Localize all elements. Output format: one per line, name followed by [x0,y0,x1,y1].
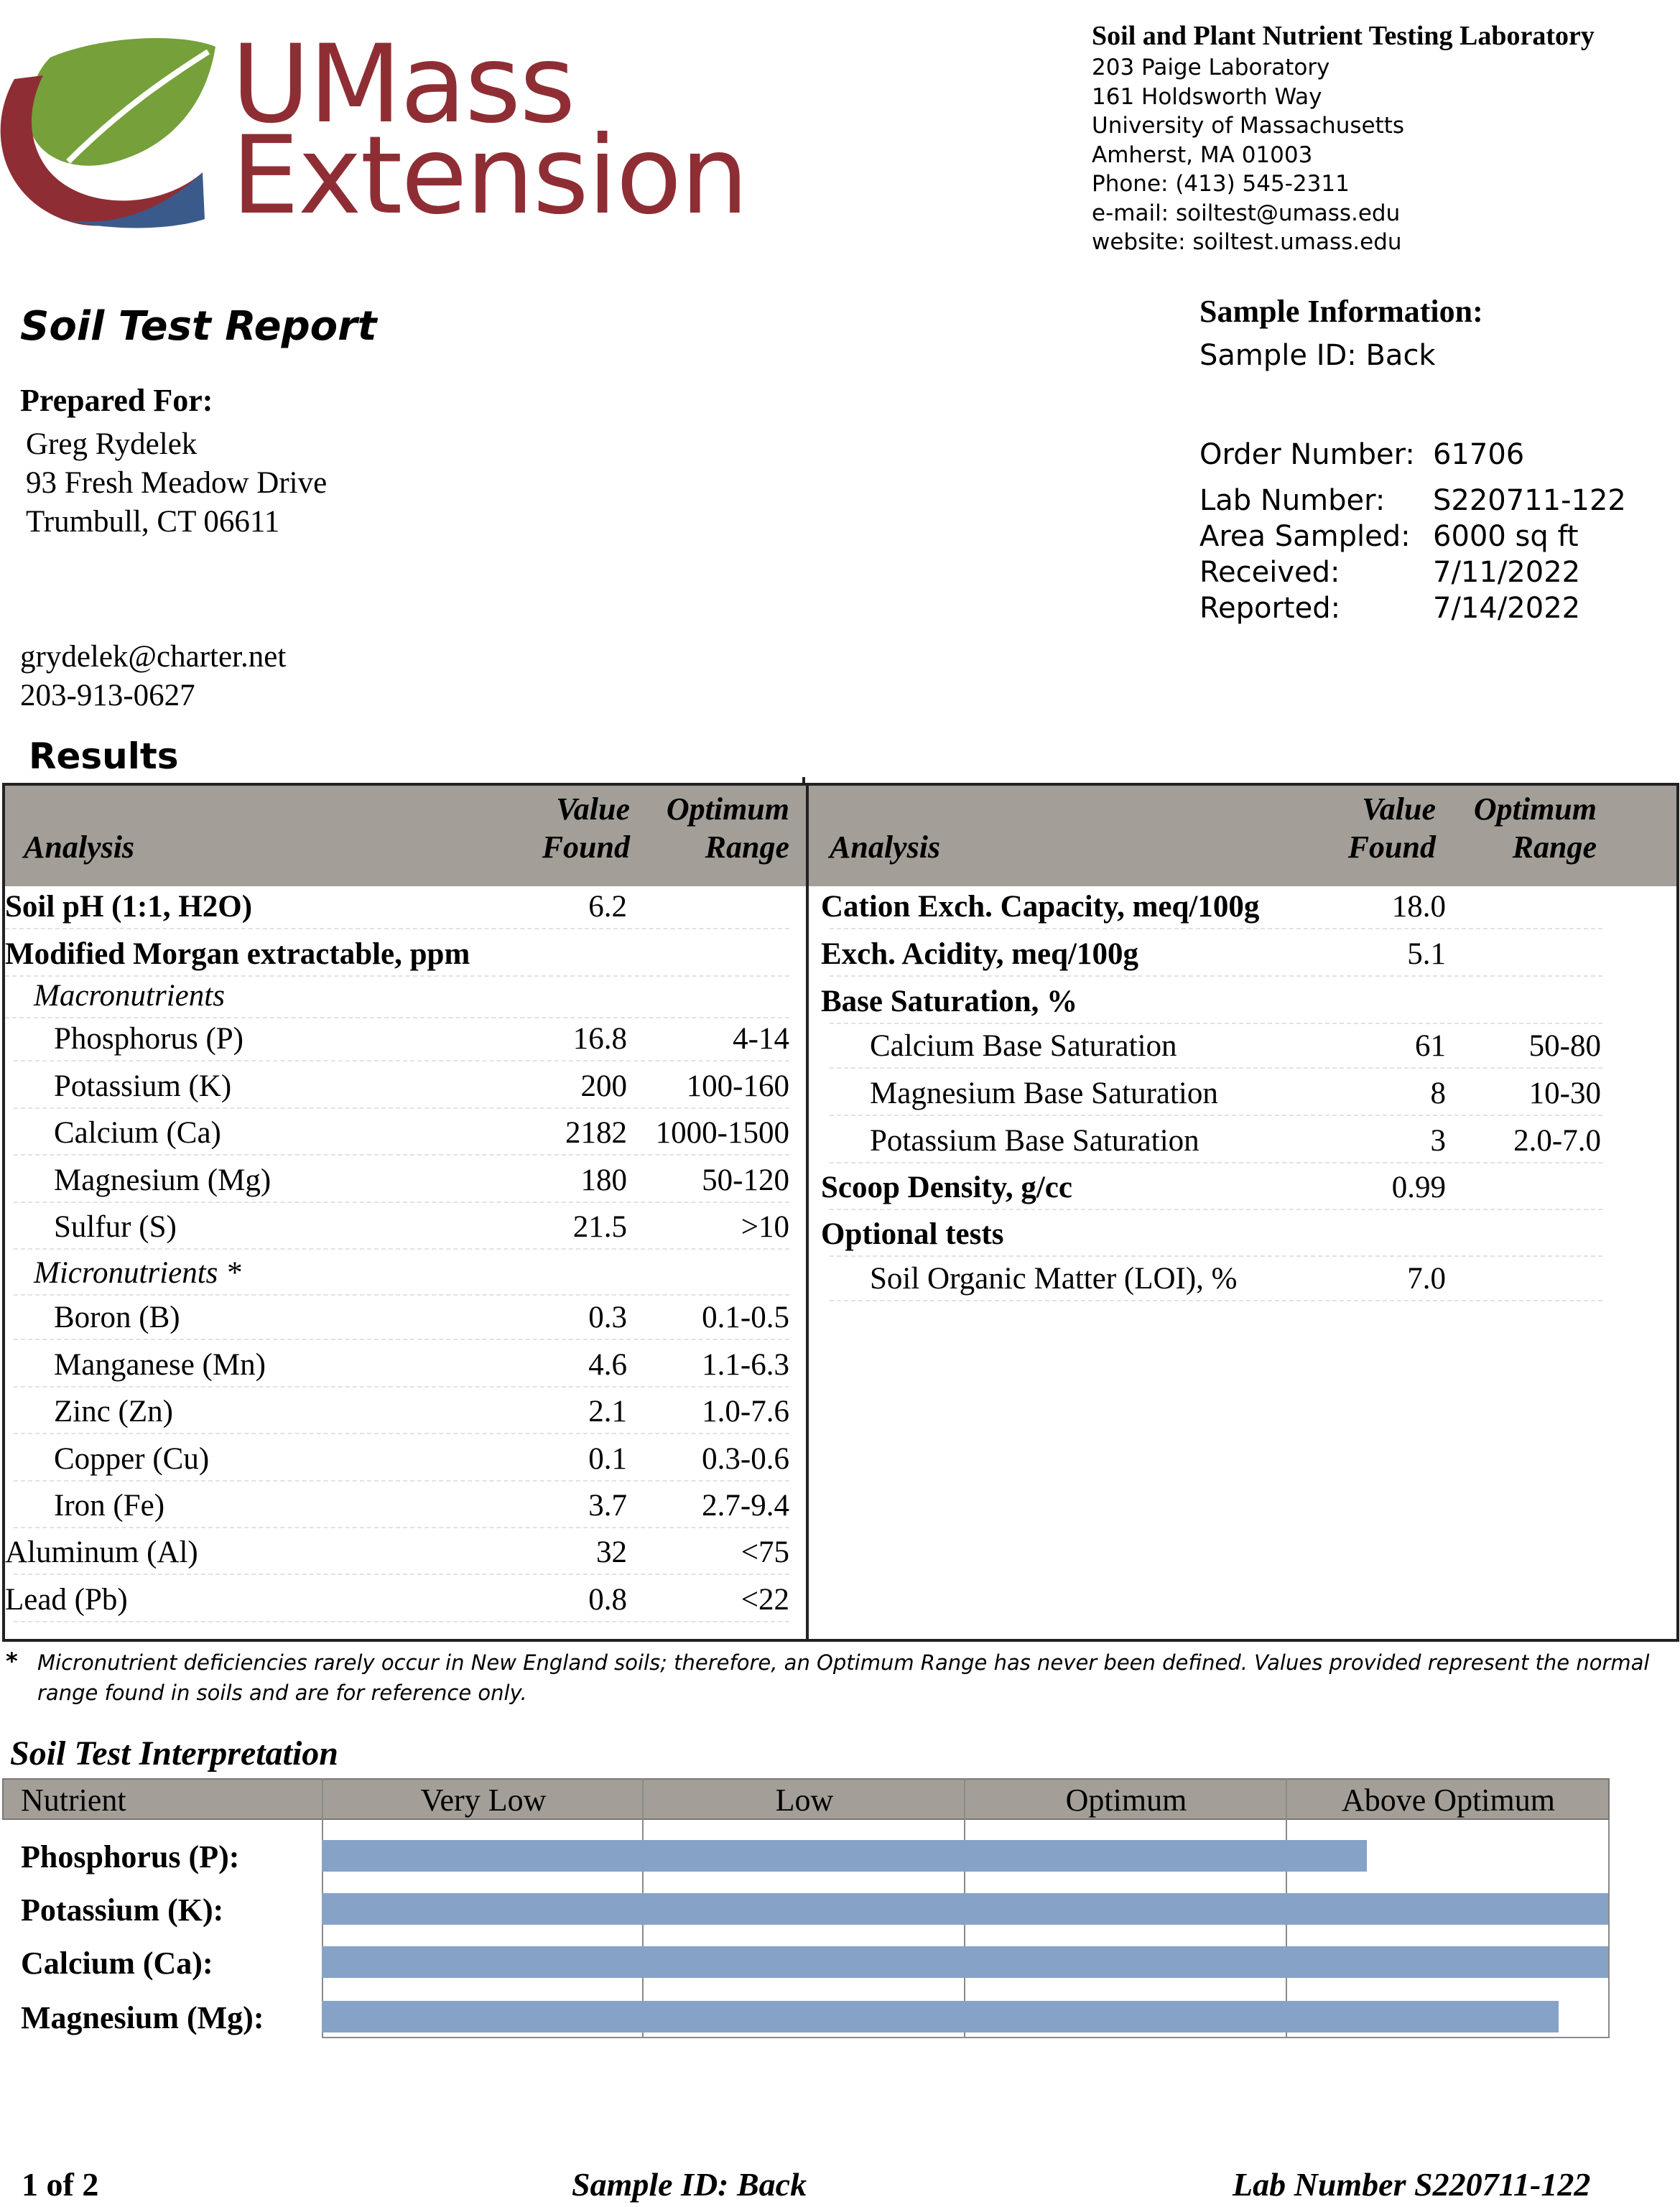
header-range-right: Range [1512,830,1597,865]
result-name: Soil Organic Matter (LOI), % [870,1262,1238,1296]
result-value: 61 [1415,1029,1446,1063]
interpretation-title: Soil Test Interpretation [10,1734,338,1772]
result-name: Soil pH (1:1, H2O) [5,890,253,924]
row-separator [830,1300,1602,1301]
row-separator [5,1017,789,1018]
client-name: Greg Rydelek [26,427,198,461]
result-name: Modified Morgan extractable, ppm [5,937,470,971]
result-name: Magnesium (Mg) [54,1163,272,1197]
interpretation-table [2,1778,1610,2038]
result-name: Zinc (Zn) [54,1395,173,1428]
row-separator [14,1386,789,1388]
result-optimum-range: 10-30 [1528,1077,1601,1110]
logo-text-extension: Extension [231,113,748,238]
interp-level-bar [322,2001,1559,2032]
row-separator [14,1294,789,1296]
result-optimum-range: 1.0-7.6 [702,1395,789,1428]
sample-id: Sample ID: Back [1199,339,1436,372]
result-value: 2182 [565,1116,627,1150]
interp-nutrient-label: Magnesium (Mg): [21,2000,264,2035]
reported-label: Reported: [1199,592,1341,625]
row-separator [5,928,789,929]
result-value: 8 [1430,1077,1446,1110]
lab-number-label: Lab Number: [1199,484,1386,517]
sample-info-label: Sample Information: [1199,294,1483,329]
row-separator [14,1154,789,1156]
result-value: 3.7 [588,1489,627,1523]
row-separator [14,1339,789,1340]
interp-col-optimum: Optimum [1065,1783,1187,1818]
results-column-divider [806,786,809,1639]
area-sampled-label: Area Sampled: [1199,520,1411,553]
result-optimum-range: 1.1-6.3 [702,1348,789,1382]
result-value: 3 [1430,1124,1446,1158]
result-name: Calcium (Ca) [54,1116,221,1150]
interp-nutrient-label: Potassium (K): [21,1892,224,1928]
client-city: Trumbull, CT 06611 [26,505,280,539]
results-title: Results [29,735,179,777]
footer-sample-id: Sample ID: Back [572,2166,807,2203]
result-name: Base Saturation, % [821,985,1078,1018]
result-name: Phosphorus (P) [54,1022,244,1056]
result-optimum-range: 2.0-7.0 [1513,1124,1601,1158]
lab-address-line: Amherst, MA 01003 [1092,141,1313,168]
order-number-value: 61706 [1433,438,1525,471]
client-street: 93 Fresh Meadow Drive [26,466,328,500]
result-value: 6.2 [588,890,627,924]
reported-value: 7/14/2022 [1433,592,1581,625]
result-name: Boron (B) [54,1301,180,1334]
result-name: Iron (Fe) [54,1489,165,1523]
result-name: Macronutrients [34,979,225,1013]
row-separator [830,1023,1602,1024]
interp-col-nutrient: Nutrient [21,1783,126,1818]
result-optimum-range: <75 [741,1535,789,1569]
result-optimum-range: 50-80 [1528,1029,1601,1063]
lab-phone: Phone: (413) 545-2311 [1092,171,1350,197]
result-value: 16.8 [572,1022,627,1056]
row-separator [830,975,1602,977]
interp-nutrient-label: Calcium (Ca): [21,1946,213,1981]
result-value: 0.3 [588,1301,627,1334]
interpretation-header [2,1778,1610,1820]
result-value: 4.6 [588,1348,627,1382]
lab-address-line: 203 Paige Laboratory [1092,55,1330,80]
umass-extension-logo [0,22,748,238]
result-value: 180 [580,1163,627,1197]
row-separator [14,1480,789,1482]
result-name: Copper (Cu) [54,1442,210,1476]
interp-gridline [322,2037,1610,2038]
row-separator [14,1433,789,1434]
results-table [2,783,1679,1642]
row-separator [5,975,789,977]
lab-address-line: 161 Holdsworth Way [1092,83,1322,110]
result-value: 200 [580,1069,627,1103]
result-name: Potassium Base Saturation [870,1124,1199,1158]
interp-level-bar [322,1893,1608,1925]
area-sampled-value: 6000 sq ft [1433,520,1579,553]
header-optimum-left: Optimum [666,791,789,827]
footer-lab-number: Lab Number S220711-122 [1233,2166,1591,2203]
result-optimum-range: >10 [741,1210,789,1244]
result-name: Magnesium Base Saturation [870,1077,1218,1110]
result-optimum-range: 4-14 [733,1022,789,1056]
row-separator [830,1067,1602,1069]
result-name: Micronutrients * [34,1256,241,1290]
header-value-left: Value [556,791,630,827]
result-optimum-range: 0.3-0.6 [702,1442,789,1476]
result-name: Lead (Pb) [5,1583,128,1617]
result-value: 0.1 [588,1442,627,1476]
header-analysis-right: Analysis [830,830,941,865]
report-title: Soil Test Report [20,303,377,350]
result-value: 18.0 [1391,890,1446,924]
prepared-for-label: Prepared For: [20,383,213,418]
client-email[interactable]: grydelek@charter.net [20,640,287,674]
result-value: 21.5 [572,1210,627,1244]
row-separator [14,1107,789,1109]
row-separator [830,1115,1602,1116]
result-optimum-range: 1000-1500 [655,1116,789,1150]
lab-email[interactable]: e-mail: soiltest@umass.edu [1092,200,1401,226]
order-number-label: Order Number: [1199,438,1415,471]
result-optimum-range: 2.7-9.4 [702,1489,789,1523]
result-name: Exch. Acidity, meq/100g [821,937,1138,971]
result-value: 0.8 [588,1583,627,1617]
row-separator [14,1621,789,1622]
footer-page-number: 1 of 2 [22,2166,99,2203]
result-value: 5.1 [1407,937,1446,971]
result-optimum-range: 100-160 [686,1069,789,1103]
result-value: 0.99 [1391,1171,1446,1204]
header-value-right: Value [1362,791,1436,827]
result-name: Potassium (K) [54,1069,232,1103]
header-found-right: Found [1347,830,1436,865]
client-phone: 203-913-0627 [20,679,195,712]
row-separator [830,1255,1602,1257]
header-found-left: Found [542,830,630,865]
result-value: 7.0 [1407,1262,1446,1296]
header-range-left: Range [705,830,789,865]
result-name: Sulfur (S) [54,1210,177,1244]
logo-text-umass: UMass [231,22,575,147]
interp-col-very-low: Very Low [420,1783,547,1818]
footnote-marker: * [6,1648,18,1675]
lab-address-block [1092,19,1666,257]
row-separator [14,1202,789,1203]
row-separator [830,1162,1602,1163]
interp-col-low: Low [775,1783,834,1818]
result-optimum-range: <22 [741,1583,789,1617]
received-label: Received: [1199,556,1340,589]
row-separator [14,1574,789,1575]
result-name: Aluminum (Al) [5,1535,198,1569]
row-separator [830,928,1602,929]
header-optimum-right: Optimum [1473,791,1597,827]
interp-nutrient-label: Phosphorus (P): [21,1839,240,1874]
row-separator [14,1060,789,1061]
lab-website[interactable]: website: soiltest.umass.edu [1092,229,1402,255]
result-name: Scoop Density, g/cc [821,1171,1072,1204]
result-value: 32 [596,1535,627,1569]
footnote-text: Micronutrient deficiencies rarely occur in New England soils; therefore, an Optimum Range has never been defined. Values provided represent the normal range found in soils and are for reference only. [37,1650,1650,1705]
result-value: 2.1 [588,1395,627,1428]
row-separator [830,1209,1602,1210]
result-name: Optional tests [821,1217,1004,1251]
lab-number-value: S220711-122 [1433,484,1626,517]
header-analysis-left: Analysis [24,830,135,865]
result-optimum-range: 0.1-0.5 [702,1301,789,1334]
results-table-header [5,786,1676,886]
result-optimum-range: 50-120 [702,1163,789,1197]
received-value: 7/11/2022 [1433,556,1581,589]
lab-name: Soil and Plant Nutrient Testing Laboratory [1092,21,1595,51]
leaf-swoosh-icon [0,36,230,237]
interp-level-bar [322,1840,1367,1872]
interp-gridline [1608,1820,1610,2038]
interp-col-above-optimum: Above Optimum [1342,1783,1555,1818]
result-name: Calcium Base Saturation [870,1029,1177,1063]
row-separator [14,1527,789,1528]
result-name: Cation Exch. Capacity, meq/100g [821,890,1260,924]
row-separator [14,1248,789,1250]
interp-level-bar [322,1946,1608,1978]
result-name: Manganese (Mn) [54,1348,266,1382]
lab-address-line: University of Massachusetts [1092,113,1405,139]
